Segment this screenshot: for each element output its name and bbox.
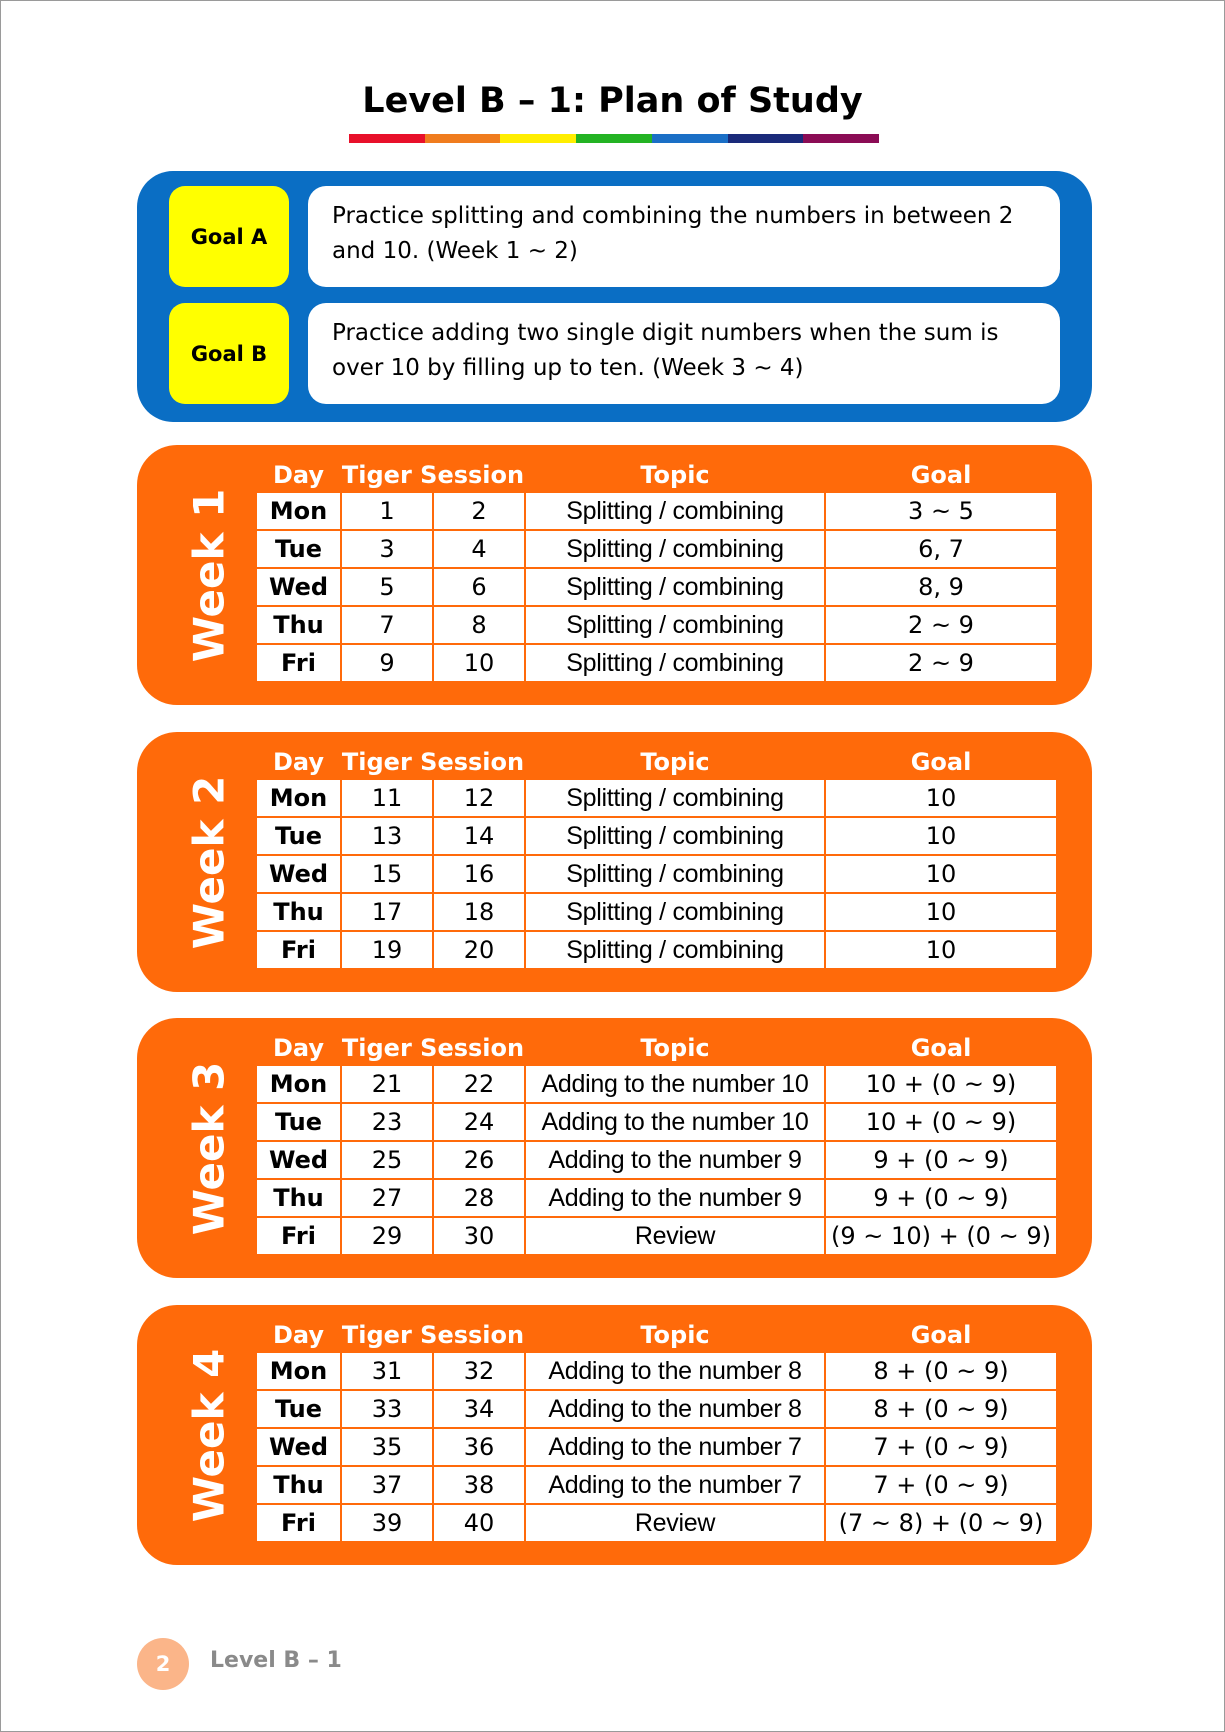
table-row [256,1352,1057,1390]
goal-cell: 2 ~ 9 [825,606,1057,644]
topic-cell: Splitting / combining [525,817,825,855]
week-panel [137,1018,1092,1278]
page-title: Level B – 1: Plan of Study [362,81,863,121]
session-cell: 4 [433,530,525,568]
topic-cell: Adding to the number 7 [525,1466,825,1504]
goal-cell: 6, 7 [825,530,1057,568]
week-panel [137,732,1092,992]
day-header: Day [272,460,325,489]
day-cell: Thu [256,606,341,644]
session-cell: 31 [341,1352,433,1390]
goal-a-text: Practice splitting and combining the numbers in between 2 and 10. (Week 1 ~ 2) [308,186,1060,287]
topic-cell: Adding to the number 8 [525,1390,825,1428]
session-cell: 19 [341,931,433,969]
goal-cell: (7 ~ 8) + (0 ~ 9) [825,1504,1057,1542]
week-label-wrap [173,445,245,705]
tiger-session-header: Tiger Session [341,460,525,489]
session-cell: 33 [341,1390,433,1428]
day-cell: Wed [256,1141,341,1179]
table-row [256,1466,1057,1504]
week-label: Week 2 [184,775,234,949]
session-cell: 35 [341,1428,433,1466]
goal-header: Goal [910,747,972,776]
session-cell: 39 [341,1504,433,1542]
week-label: Week 4 [184,1348,234,1522]
goal-cell: 8 + (0 ~ 9) [825,1390,1057,1428]
rainbow-segment [803,134,879,143]
session-cell: 12 [433,779,525,817]
goal-header: Goal [910,1320,972,1349]
goal-cell: 10 [825,817,1057,855]
week-label: Week 3 [184,1061,234,1235]
goal-cell: (9 ~ 10) + (0 ~ 9) [825,1217,1057,1255]
session-cell: 30 [433,1217,525,1255]
week-label-wrap [173,732,245,992]
topic-cell: Review [525,1504,825,1542]
rainbow-segment [425,134,501,143]
day-cell: Tue [256,530,341,568]
week-panel [137,1305,1092,1565]
goal-cell: 10 [825,893,1057,931]
day-cell: Thu [256,1179,341,1217]
goal-cell: 7 + (0 ~ 9) [825,1466,1057,1504]
table-row [256,1504,1057,1542]
topic-cell: Splitting / combining [525,779,825,817]
session-cell: 9 [341,644,433,682]
goal-cell: 3 ~ 5 [825,492,1057,530]
session-cell: 16 [433,855,525,893]
week-panel [137,445,1092,705]
week-label-wrap [173,1305,245,1565]
day-cell: Mon [256,779,341,817]
goal-cell: 10 [825,779,1057,817]
session-cell: 40 [433,1504,525,1542]
rainbow-segment [500,134,576,143]
topic-cell: Splitting / combining [525,893,825,931]
table-row [256,644,1057,682]
topic-cell: Review [525,1217,825,1255]
table-header-row [256,458,1057,492]
day-cell: Tue [256,1103,341,1141]
goal-header: Goal [910,1033,972,1062]
tiger-session-header: Tiger Session [341,1033,525,1062]
topic-cell: Adding to the number 8 [525,1352,825,1390]
day-cell: Fri [256,644,341,682]
goal-cell: 9 + (0 ~ 9) [825,1179,1057,1217]
schedule-table [255,745,1058,970]
topic-cell: Adding to the number 9 [525,1141,825,1179]
session-cell: 22 [433,1065,525,1103]
session-cell: 1 [341,492,433,530]
footer-level-label: Level B – 1 [210,1648,342,1673]
rainbow-segment [576,134,652,143]
session-cell: 13 [341,817,433,855]
topic-cell: Adding to the number 10 [525,1103,825,1141]
goal-cell: 7 + (0 ~ 9) [825,1428,1057,1466]
session-cell: 20 [433,931,525,969]
topic-cell: Adding to the number 7 [525,1428,825,1466]
tiger-session-header: Tiger Session [341,747,525,776]
day-cell: Thu [256,893,341,931]
table-row [256,530,1057,568]
session-cell: 17 [341,893,433,931]
week-label: Week 1 [184,488,234,662]
goal-cell: 8, 9 [825,568,1057,606]
topic-header: Topic [640,1320,710,1349]
session-cell: 24 [433,1103,525,1141]
day-cell: Wed [256,1428,341,1466]
day-cell: Fri [256,931,341,969]
session-cell: 36 [433,1428,525,1466]
topic-cell: Splitting / combining [525,606,825,644]
day-cell: Wed [256,568,341,606]
day-cell: Wed [256,855,341,893]
session-cell: 10 [433,644,525,682]
session-cell: 8 [433,606,525,644]
goal-b-label: Goal B [169,303,289,404]
table-row [256,893,1057,931]
session-cell: 27 [341,1179,433,1217]
table-row [256,492,1057,530]
topic-cell: Adding to the number 10 [525,1065,825,1103]
table-header-row [256,745,1057,779]
session-cell: 6 [433,568,525,606]
day-cell: Thu [256,1466,341,1504]
schedule-table [255,1318,1058,1543]
rainbow-segment [349,134,425,143]
table-row [256,606,1057,644]
goal-cell: 8 + (0 ~ 9) [825,1352,1057,1390]
session-cell: 3 [341,530,433,568]
table-header-row [256,1031,1057,1065]
session-cell: 18 [433,893,525,931]
session-cell: 5 [341,568,433,606]
session-cell: 28 [433,1179,525,1217]
topic-cell: Splitting / combining [525,530,825,568]
session-cell: 21 [341,1065,433,1103]
table-header-row [256,1318,1057,1352]
day-header: Day [272,1320,325,1349]
topic-cell: Splitting / combining [525,492,825,530]
session-cell: 2 [433,492,525,530]
topic-header: Topic [640,747,710,776]
goal-b-text: Practice adding two single digit numbers when the sum is over 10 by filling up to ten. (Week 3 ~ 4) [308,303,1060,404]
session-cell: 37 [341,1466,433,1504]
schedule-table [255,1031,1058,1256]
topic-header: Topic [640,1033,710,1062]
day-cell: Fri [256,1217,341,1255]
day-cell: Tue [256,817,341,855]
table-row [256,1390,1057,1428]
session-cell: 14 [433,817,525,855]
session-cell: 38 [433,1466,525,1504]
topic-cell: Splitting / combining [525,855,825,893]
day-cell: Tue [256,1390,341,1428]
goal-cell: 9 + (0 ~ 9) [825,1141,1057,1179]
session-cell: 25 [341,1141,433,1179]
session-cell: 32 [433,1352,525,1390]
topic-header: Topic [640,460,710,489]
day-cell: Mon [256,1065,341,1103]
goal-header: Goal [910,460,972,489]
table-row [256,1141,1057,1179]
table-row [256,931,1057,969]
goals-panel [137,171,1092,422]
goal-cell: 10 + (0 ~ 9) [825,1103,1057,1141]
topic-cell: Splitting / combining [525,931,825,969]
topic-cell: Splitting / combining [525,644,825,682]
topic-cell: Adding to the number 9 [525,1179,825,1217]
day-cell: Fri [256,1504,341,1542]
schedule-table [255,458,1058,683]
session-cell: 11 [341,779,433,817]
session-cell: 23 [341,1103,433,1141]
day-header: Day [272,747,325,776]
table-row [256,1428,1057,1466]
session-cell: 15 [341,855,433,893]
table-row [256,817,1057,855]
goal-cell: 10 + (0 ~ 9) [825,1065,1057,1103]
table-row [256,1103,1057,1141]
day-header: Day [272,1033,325,1062]
goal-a-label: Goal A [169,186,289,287]
topic-cell: Splitting / combining [525,568,825,606]
table-row [256,855,1057,893]
table-row [256,1217,1057,1255]
rainbow-segment [728,134,804,143]
table-row [256,568,1057,606]
title-underline [349,134,879,143]
goal-cell: 2 ~ 9 [825,644,1057,682]
week-label-wrap [173,1018,245,1278]
goal-cell: 10 [825,931,1057,969]
page-number-badge: 2 [137,1638,189,1690]
table-row [256,1179,1057,1217]
rainbow-segment [652,134,728,143]
goal-cell: 10 [825,855,1057,893]
day-cell: Mon [256,1352,341,1390]
day-cell: Mon [256,492,341,530]
session-cell: 26 [433,1141,525,1179]
tiger-session-header: Tiger Session [341,1320,525,1349]
table-row [256,1065,1057,1103]
session-cell: 34 [433,1390,525,1428]
table-row [256,779,1057,817]
session-cell: 7 [341,606,433,644]
session-cell: 29 [341,1217,433,1255]
